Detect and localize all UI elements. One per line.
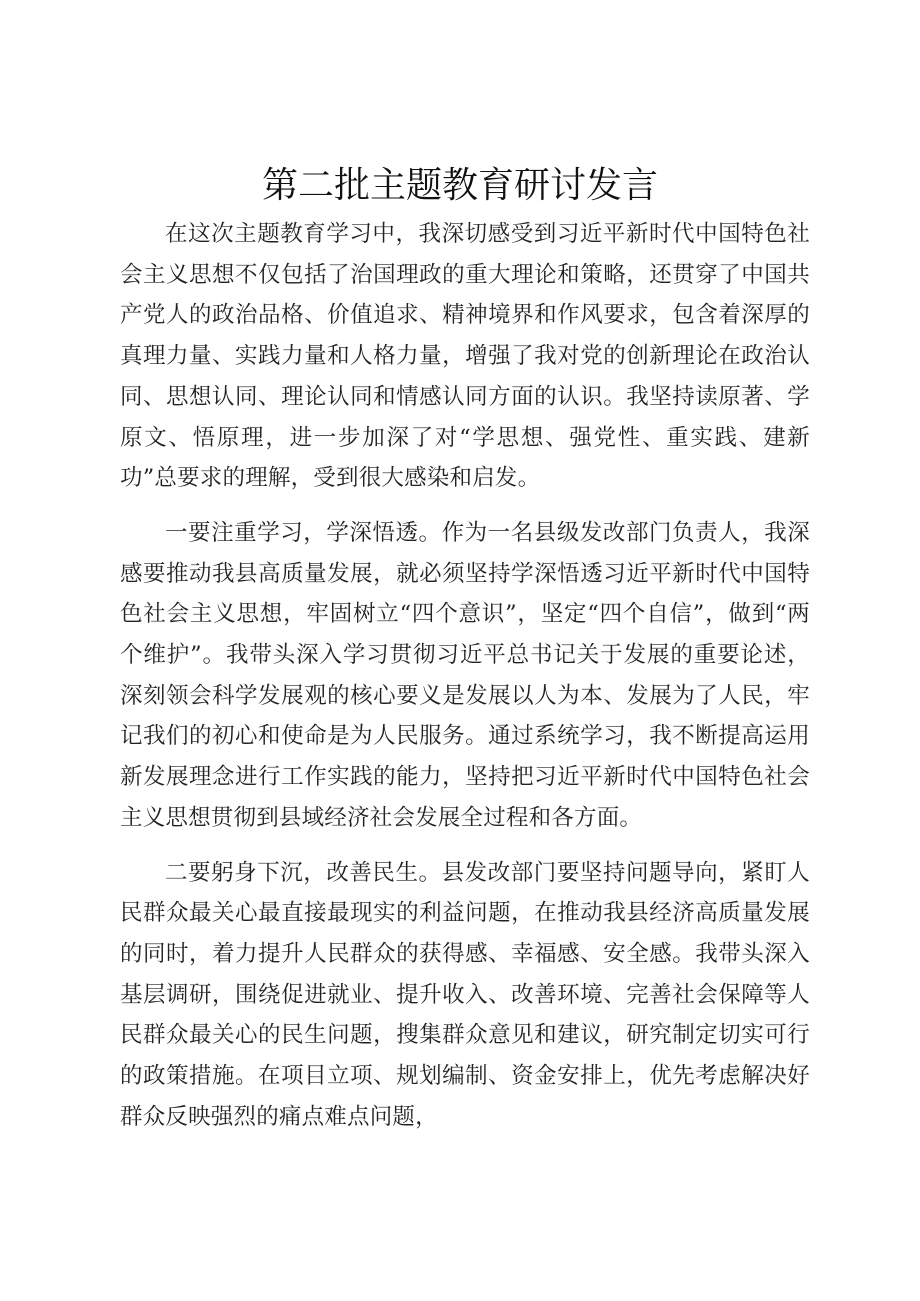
document-title: 第二批主题教育研讨发言 <box>261 165 658 206</box>
paragraph-livelihood: 二要躬身下沉，改善民生。县发改部门要坚持问题导向，紧盯人民群众最关心最直接最现实的利益问题，在推动我县经济高质量发展的同时，着力提升人民群众的获得感、幸福感、安全感。我带头深入基层调研，围绕促进就业、提升收入、改善环境、完善社会保障等人民群众最关心的民生问题，搜集群众意见和建议，研究制定切实可行的政策措施。在项目立项、规划编制、资金安排上，优先考虑解决好群众反映强烈的痛点难点问题， <box>120 859 810 1130</box>
paragraph-intro: 在这次主题教育学习中，我深切感受到习近平新时代中国特色社会主义思想不仅包括了治国理政的重大理论和策略，还贯穿了中国共产党人的政治品格、价值追求、精神境界和作风要求，包含着深厚的真理力量、实践力量和人格力量，增强了我对党的创新理论在政治认同、思想认同、理论认同和情感认同方面的认识。我坚持读原著、学原文、悟原理，进一步加深了对“学思想、强党性、重实践、建新功”总要求的理解，受到很大感染和启发。 <box>120 221 810 492</box>
document-body <box>120 214 810 1137</box>
paragraph-study: 一要注重学习，学深悟透。作为一名县级发改部门负责人，我深感要推动我县高质量发展，就必须坚持学深悟透习近平新时代中国特色社会主义思想，牢固树立“四个意识”，坚定“四个自信”，做到“两个维护”。我带头深入学习贯彻习近平总书记关于发展的重要论述，深刻领会科学发展观的核心要义是发展以人为本、发展为了人民，牢记我们的初心和使命是为人民服务。通过系统学习，我不断提高运用新发展理念进行工作实践的能力，坚持把习近平新时代中国特色社会主义思想贯彻到县域经济社会发展全过程和各方面。 <box>120 519 810 831</box>
